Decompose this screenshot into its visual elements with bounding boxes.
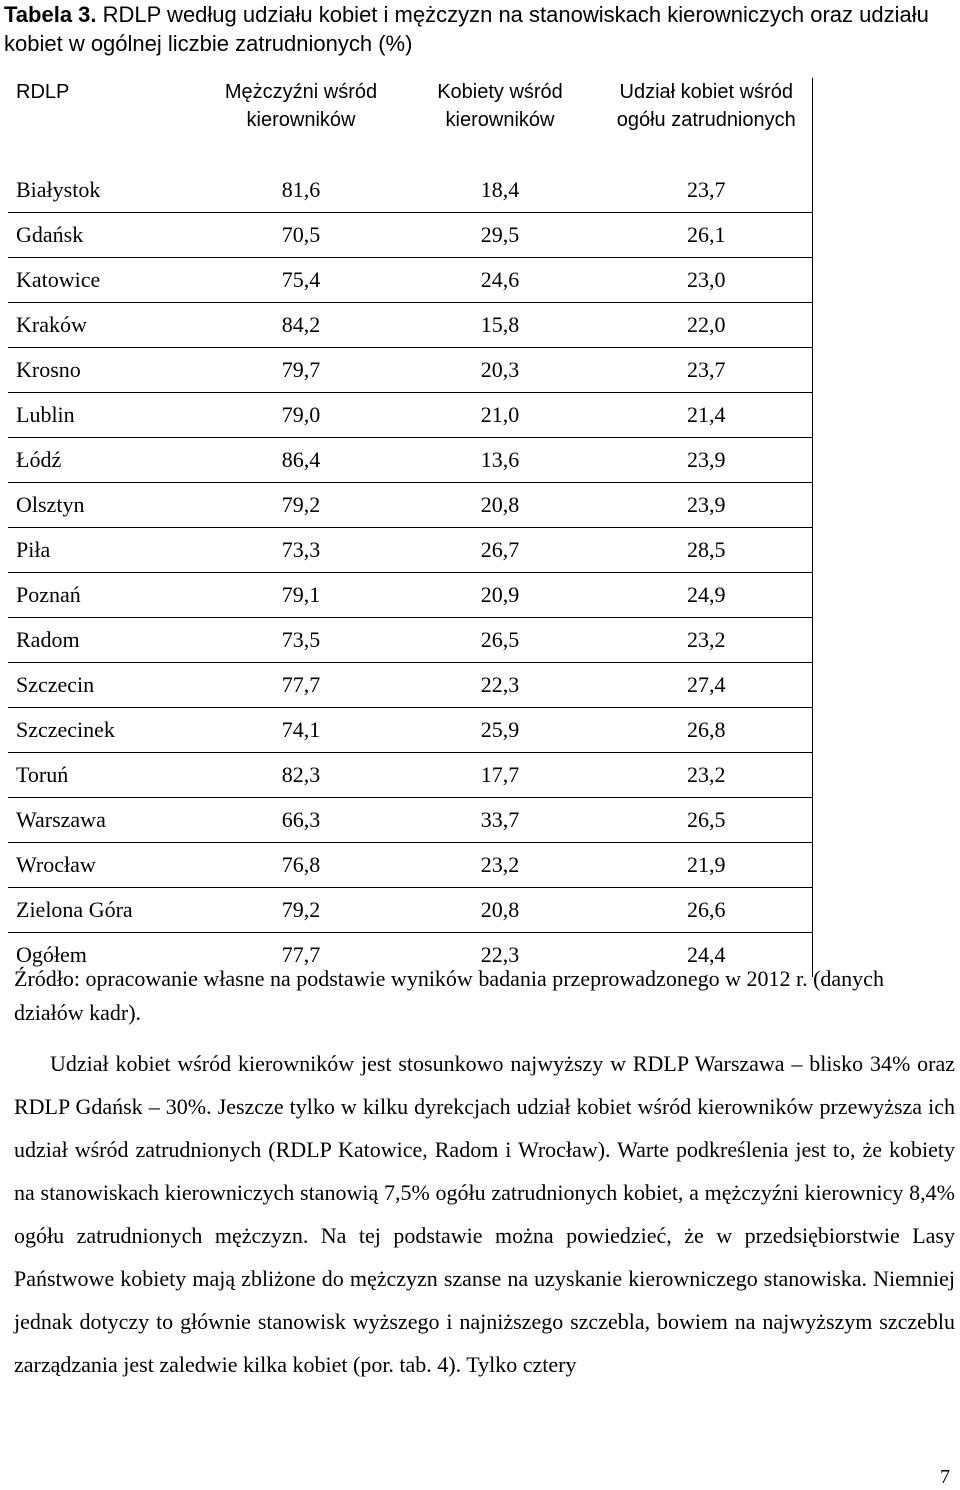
value-cell: 33,7 xyxy=(399,798,601,843)
value-cell: 86,4 xyxy=(203,438,399,483)
table-row xyxy=(8,438,812,483)
rdlp-name-cell: Warszawa xyxy=(8,798,203,843)
value-cell: 76,8 xyxy=(203,843,399,888)
value-cell: 17,7 xyxy=(399,753,601,798)
value-cell: 74,1 xyxy=(203,708,399,753)
value-cell: 23,0 xyxy=(601,258,812,303)
value-cell: 75,4 xyxy=(203,258,399,303)
table-row xyxy=(8,708,812,753)
value-cell: 84,2 xyxy=(203,303,399,348)
value-cell: 26,5 xyxy=(601,798,812,843)
rdlp-name-cell: Wrocław xyxy=(8,843,203,888)
table-caption xyxy=(4,0,954,58)
rdlp-name-cell: Krosno xyxy=(8,348,203,393)
table-row xyxy=(8,528,812,573)
table-row xyxy=(8,843,812,888)
table-row xyxy=(8,393,812,438)
value-cell: 24,4 xyxy=(601,933,812,978)
value-cell: 13,6 xyxy=(399,438,601,483)
value-cell: 20,3 xyxy=(399,348,601,393)
value-cell: 26,6 xyxy=(601,888,812,933)
value-cell: 23,7 xyxy=(601,168,812,213)
value-cell: 28,5 xyxy=(601,528,812,573)
value-cell: 23,9 xyxy=(601,483,812,528)
table-header-row xyxy=(8,78,812,168)
value-cell: 25,9 xyxy=(399,708,601,753)
value-cell: 22,0 xyxy=(601,303,812,348)
value-cell: 21,0 xyxy=(399,393,601,438)
value-cell: 22,3 xyxy=(399,663,601,708)
value-cell: 18,4 xyxy=(399,168,601,213)
rdlp-name-cell: Olsztyn xyxy=(8,483,203,528)
value-cell: 22,3 xyxy=(480,942,520,967)
table-row xyxy=(8,573,812,618)
value-cell: 66,3 xyxy=(203,798,399,843)
rdlp-name-cell: Szczecin xyxy=(8,663,203,708)
value-cell: 70,5 xyxy=(203,213,399,258)
column-header: Mężczyźni wśród kierowników xyxy=(224,81,378,131)
value-cell: 73,5 xyxy=(203,618,399,663)
column-header: Udział kobiet wśród ogółu zatrudnionych xyxy=(601,78,812,168)
value-cell: 24,9 xyxy=(601,573,812,618)
value-cell: 73,3 xyxy=(203,528,399,573)
rdlp-name-cell: Gdańsk xyxy=(8,213,203,258)
value-cell: 27,4 xyxy=(601,663,812,708)
table-row xyxy=(8,483,812,528)
value-cell: 81,6 xyxy=(203,168,399,213)
column-header: Kobiety wśród kierowników xyxy=(437,81,563,131)
value-cell: 23,2 xyxy=(399,843,601,888)
value-cell: 26,7 xyxy=(399,528,601,573)
rdlp-name-cell: Poznań xyxy=(8,573,203,618)
rdlp-name-cell: Zielona Góra xyxy=(8,888,203,933)
value-cell: 23,9 xyxy=(601,438,812,483)
table-row xyxy=(8,168,812,213)
value-cell: 20,8 xyxy=(399,483,601,528)
value-cell: 29,5 xyxy=(399,213,601,258)
rdlp-name-cell: Szczecinek xyxy=(8,708,203,753)
page-number: 7 xyxy=(940,1466,950,1488)
table-row xyxy=(8,303,812,348)
table-row xyxy=(8,213,812,258)
value-cell: 77,7 xyxy=(203,663,399,708)
table-row xyxy=(8,663,812,708)
value-cell: 20,8 xyxy=(399,888,601,933)
value-cell: 26,1 xyxy=(601,213,812,258)
value-cell: 20,9 xyxy=(399,573,601,618)
value-cell: 26,5 xyxy=(399,618,601,663)
rdlp-name-cell: Ogółem xyxy=(16,942,87,967)
value-cell: 26,8 xyxy=(601,708,812,753)
table-label: Tabela 3. xyxy=(4,2,97,27)
column-header: RDLP xyxy=(16,81,70,103)
rdlp-name-cell: Radom xyxy=(8,618,203,663)
rdlp-name-cell: Kraków xyxy=(8,303,203,348)
value-cell: 23,2 xyxy=(601,618,812,663)
value-cell: 79,7 xyxy=(203,348,399,393)
table-row xyxy=(8,258,812,303)
value-cell: 79,2 xyxy=(203,483,399,528)
value-cell: 79,2 xyxy=(203,888,399,933)
table-row xyxy=(8,798,812,843)
table-row xyxy=(8,888,812,933)
value-cell: 79,0 xyxy=(203,393,399,438)
rdlp-name-cell: Lublin xyxy=(8,393,203,438)
table-row xyxy=(8,753,812,798)
value-cell: 77,7 xyxy=(281,942,321,967)
table-title: RDLP według udziału kobiet i mężczyzn na stanowiskach kierowniczych oraz udziału kobiet w ogólnej liczbie zatrudnionych (%) xyxy=(4,2,929,56)
table-row xyxy=(8,348,812,393)
value-cell: 24,6 xyxy=(399,258,601,303)
rdlp-name-cell: Piła xyxy=(8,528,203,573)
value-cell: 21,4 xyxy=(601,393,812,438)
rdlp-name-cell: Katowice xyxy=(8,258,203,303)
table-row xyxy=(8,618,812,663)
body-paragraph: Udział kobiet wśród kierowników jest stosunkowo najwyższy w RDLP Warszawa – blisko 34% oraz RDLP Gdańsk – 30%. Jeszcze tylko w kilku dyrekcjach udział kobiet wśród kierowników przewyższa ich udział wśród zatrudnionych (RDLP Katowice, Radom i Wrocław). Warte podkreślenia jest to, że kobiety na stanowiskach kierowniczych stanowią 7,5% ogółu zatrudnionych kobiet, a mężczyźni kierownicy 8,4% ogółu zatrudnionych mężczyzn. Na tej podstawie można powiedzieć, że w przedsiębiorstwie Lasy Państwowe kobiety mają zbliżone do mężczyzn szanse na uzyskanie kierowniczego stanowiska. Niemniej jednak dotyczy to głównie stanowisk wyższego i najniższego szczebla, bowiem na najwyższym szczeblu zarządzania jest zaledwie kilka kobiet (por. tab. 4). Tylko cztery xyxy=(14,1051,955,1377)
rdlp-name-cell: Białystok xyxy=(8,168,203,213)
rdlp-name-cell: Łódź xyxy=(8,438,203,483)
value-cell: 82,3 xyxy=(203,753,399,798)
value-cell: 21,9 xyxy=(601,843,812,888)
value-cell: 15,8 xyxy=(399,303,601,348)
value-cell: 23,2 xyxy=(601,753,812,798)
value-cell: 79,1 xyxy=(203,573,399,618)
rdlp-table xyxy=(8,78,813,977)
value-cell: 23,7 xyxy=(601,348,812,393)
rdlp-name-cell: Toruń xyxy=(8,753,203,798)
source-note: Źródło: opracowanie własne na podstawie wyników badania przeprowadzonego w 2012 r. (danych działów kadr). xyxy=(14,966,884,1025)
